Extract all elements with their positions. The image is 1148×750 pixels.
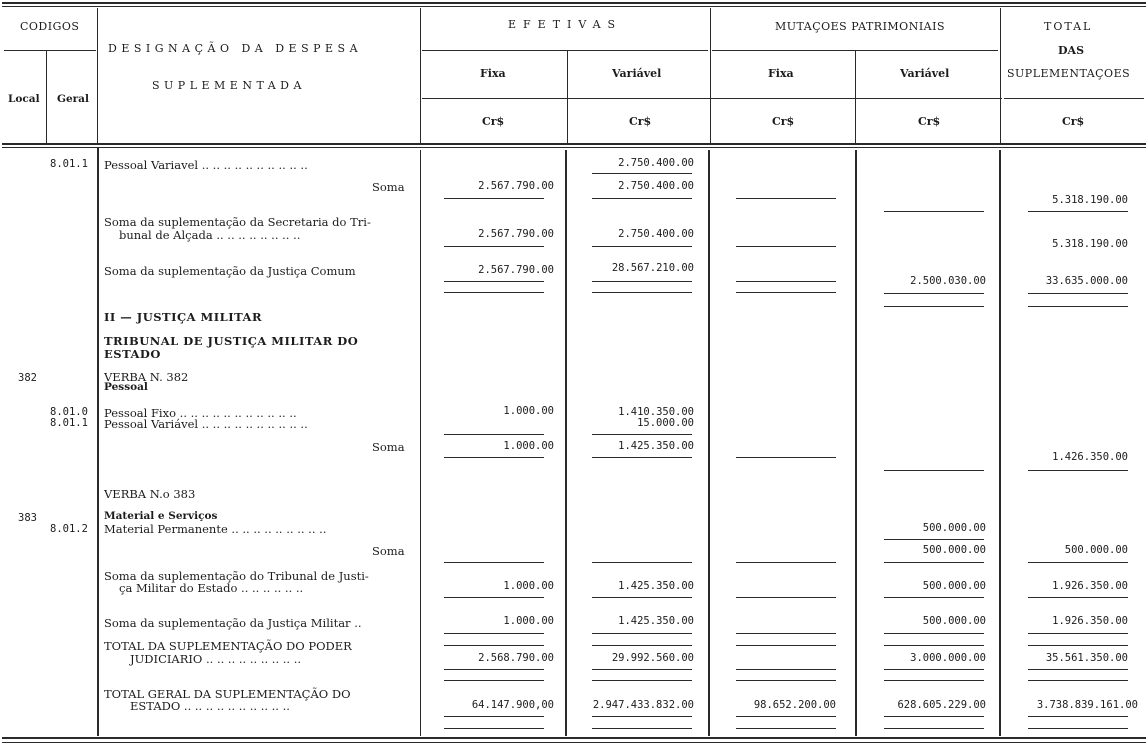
r18-label-2: ESTADO .. .. .. .. .. .. .. .. .. .. (130, 699, 290, 713)
r16-fixa: 1.000.00 (503, 615, 554, 627)
r3-rule-var (592, 246, 692, 247)
codigos-underline (4, 50, 96, 51)
r1-rule (592, 173, 692, 174)
header-bottom-rule-2 (2, 147, 1146, 148)
r9-rule-var (592, 434, 692, 435)
r12-label: Material e Serviços (104, 510, 218, 522)
r17-label-2: JUDICIARIO .. .. .. .. .. .. .. .. .. (130, 652, 302, 666)
r15-rule-var (592, 597, 692, 598)
r18-variavel: 2.947.433.832.00 (592, 699, 694, 711)
r4-rule-fixa (444, 281, 544, 282)
header-fixa-efetivas: Fixa (480, 67, 506, 80)
r4-rule-mut (736, 281, 836, 282)
r5-label: II — JUSTIÇA MILITAR (104, 310, 263, 324)
r9-variavel: 15.000.00 (637, 417, 694, 429)
header-total-2: DAS (1058, 44, 1085, 57)
header-currency-1: Cr$ (482, 115, 505, 128)
r10-fixa: 1.000.00 (503, 440, 554, 452)
header-total-3: SUPLEMENTAÇOES (1007, 67, 1131, 80)
r10-total: 1.426.350.00 (1052, 451, 1128, 463)
r10-variavel: 1.425.350.00 (618, 440, 694, 452)
r16-rule-mutvar (884, 633, 984, 634)
vline-efet-mid-body (565, 150, 567, 736)
r17-rule-mutvar (884, 669, 984, 670)
r13-geral: 8.01.2 (50, 523, 88, 535)
r15-fixa: 1.000.00 (503, 580, 554, 592)
r17-rule-top-var (592, 645, 692, 646)
r2-fixa: 2.567.790.00 (478, 180, 554, 192)
r7-local: 382 (18, 372, 37, 384)
r12-local: 383 (18, 512, 37, 524)
r17-label-1: TOTAL DA SUPLEMENTAÇÃO DO PODER (104, 639, 352, 653)
r4-rule-mutvar (884, 293, 984, 294)
r16-rule-total (1028, 633, 1128, 634)
bottom-rule-2 (2, 742, 1146, 743)
r16-rule-fixa (444, 633, 544, 634)
r2-rule-mut (736, 198, 836, 199)
subhead-underline-b (1004, 98, 1144, 99)
r18-rule-var (592, 716, 692, 717)
r2-rule-mutvar (884, 211, 984, 212)
header-currency-2: Cr$ (629, 115, 652, 128)
r14-mut-variavel: 500.000.00 (922, 544, 986, 556)
header-currency-3: Cr$ (772, 115, 795, 128)
r7-label-2: Pessoal (104, 381, 148, 393)
r4-rule-fixa-2 (444, 292, 544, 293)
header-local: Local (8, 93, 40, 105)
r3-rule-fixa (444, 246, 544, 247)
r18-rule-fixa-2 (444, 728, 544, 729)
r15-rule-mut (736, 597, 836, 598)
r6-label-1: TRIBUNAL DE JUSTIÇA MILITAR DO (104, 334, 359, 348)
header-designacao-1: DESIGNAÇÃO DA DESPESA (108, 42, 363, 55)
r18-fixa: 64.147.900,00 (471, 699, 554, 711)
r15-total: 1.926.350.00 (1052, 580, 1128, 592)
vline-designacao-body (420, 150, 421, 736)
r17-rule-mut-2 (736, 680, 836, 681)
r10-rule-fixa (444, 457, 544, 458)
r18-rule-mut (736, 716, 836, 717)
r3-rule-mut (736, 246, 836, 247)
r10-rule-mut (736, 457, 836, 458)
bottom-rule (2, 737, 1146, 739)
r18-rule-mutvar-2 (884, 728, 984, 729)
r3-fixa: 2.567.790.00 (478, 228, 554, 240)
r18-rule-mut-2 (736, 728, 836, 729)
r18-rule-var-2 (592, 728, 692, 729)
r15-rule-fixa (444, 597, 544, 598)
header-geral: Geral (57, 93, 89, 105)
r3-label-1: Soma da suplementação da Secretaria do Tri- (104, 215, 371, 229)
r2-rule-total (1028, 211, 1128, 212)
r16-rule-mut (736, 633, 836, 634)
r7-label-1: VERBA N. 382 (104, 370, 189, 384)
r1-variavel: 2.750.400.00 (618, 157, 694, 169)
r17-mut-variavel: 3.000.000.00 (910, 652, 986, 664)
r4-rule-var-2 (592, 292, 692, 293)
r14-rule-fixa (444, 562, 544, 563)
r15-label-1: Soma da suplementação do Tribunal de Justi- (104, 569, 369, 583)
vline-mutacoes-end-body (999, 150, 1001, 736)
header-bottom-rule (2, 143, 1146, 145)
r1-geral: 8.01.1 (50, 158, 88, 170)
r17-rule-top-total (1028, 645, 1128, 646)
r10-rule-mutvar (884, 470, 984, 471)
r15-label-2: ça Militar do Estado .. .. .. .. .. .. (119, 581, 304, 595)
vline-mutacoes-end (1000, 8, 1001, 144)
r16-variavel: 1.425.350.00 (618, 615, 694, 627)
r18-rule-fixa (444, 716, 544, 717)
r16-total: 1.926.350.00 (1052, 615, 1128, 627)
r4-fixa: 2.567.790.00 (478, 264, 554, 276)
r4-total: 33.635.000.00 (1045, 275, 1128, 287)
vline-local (46, 50, 47, 144)
r10-label: Soma (372, 440, 405, 454)
r17-rule-mut (736, 669, 836, 670)
header-designacao-2: SUPLEMENTADA (152, 79, 306, 92)
r4-rule-total-2 (1028, 306, 1128, 307)
r13-label: Material Permanente .. .. .. .. .. .. .. .. .. (104, 522, 327, 536)
r10-rule-total (1028, 470, 1128, 471)
r14-rule-total (1028, 562, 1128, 563)
r18-rule-total-2 (1028, 728, 1128, 729)
header-currency-4: Cr$ (918, 115, 941, 128)
vline-efetivas-end-body (708, 150, 710, 736)
r14-rule-mutvar (884, 562, 984, 563)
header-codigos: CODIGOS (20, 20, 80, 33)
r13-mut-variavel: 500.000.00 (922, 522, 986, 534)
r10-rule-var (592, 457, 692, 458)
r3-label-2: bunal de Alçada .. .. .. .. .. .. .. .. (119, 228, 301, 242)
header-mutacoes: MUTAÇOES PATRIMONIAIS (775, 20, 945, 33)
efetivas-underline (422, 50, 708, 51)
top-rule (2, 2, 1146, 4)
r15-mut-variavel: 500.000.00 (922, 580, 986, 592)
r8-label: Pessoal Fixo .. .. .. .. .. .. .. .. .. .. .. (104, 406, 297, 420)
r18-label-1: TOTAL GERAL DA SUPLEMENTAÇÃO DO (104, 687, 351, 701)
r17-fixa: 2.568.790.00 (478, 652, 554, 664)
r15-variavel: 1.425.350.00 (618, 580, 694, 592)
r3-total: 5.318.190.00 (1052, 238, 1128, 250)
r6-label-2: ESTADO (104, 347, 161, 361)
vline-designacao (420, 8, 421, 144)
r18-mut-variavel: 628.605.229.00 (897, 699, 986, 711)
r2-label: Soma (372, 180, 405, 194)
r16-rule-var (592, 633, 692, 634)
r1-label: Pessoal Variavel .. .. .. .. .. .. .. .. .. .. (104, 158, 308, 172)
r13-rule-mutvar (884, 539, 984, 540)
vline-geral (97, 8, 98, 144)
r14-rule-var (592, 562, 692, 563)
r17-rule-var (592, 669, 692, 670)
r3-variavel: 2.750.400.00 (618, 228, 694, 240)
r8-variavel: 1.410.350.00 (618, 406, 694, 418)
r17-rule-fixa-2 (444, 680, 544, 681)
r17-variavel: 29.992.560.00 (611, 652, 694, 664)
r9-geral: 8.01.1 (50, 417, 88, 429)
r18-rule-mutvar (884, 716, 984, 717)
r17-rule-total (1028, 669, 1128, 670)
r14-rule-mut (736, 562, 836, 563)
header-variavel-mutacoes: Variável (900, 67, 950, 80)
r17-rule-total-2 (1028, 680, 1128, 681)
vline-mut-mid (855, 50, 856, 144)
r2-rule-var (592, 198, 692, 199)
r4-label: Soma da suplementação da Justiça Comum (104, 264, 356, 278)
r4-rule-var (592, 281, 692, 282)
r17-rule-mutvar-2 (884, 680, 984, 681)
r9-label: Pessoal Variável .. .. .. .. .. .. .. .. .. .. (104, 417, 308, 431)
vline-efetivas-end (710, 8, 711, 144)
header-total-1: TOTAL (1044, 20, 1093, 33)
r17-rule-top-fixa (444, 645, 544, 646)
r8-geral: 8.01.0 (50, 406, 88, 418)
r4-rule-mut-2 (736, 292, 836, 293)
r8-fixa: 1.000.00 (503, 405, 554, 417)
r15-rule-total (1028, 597, 1128, 598)
r14-label: Soma (372, 544, 405, 558)
r4-rule-total (1028, 293, 1128, 294)
header-efetivas: EFETIVAS (508, 18, 623, 31)
r18-mut-fixa: 98.652.200.00 (753, 699, 836, 711)
r17-total: 35.561.350.00 (1045, 652, 1128, 664)
r11-label: VERBA N.o 383 (104, 487, 196, 501)
r4-mut-variavel: 2.500.030.00 (910, 275, 986, 287)
r14-total: 500.000.00 (1064, 544, 1128, 556)
r15-rule-mutvar (884, 597, 984, 598)
r18-total: 3.738.839.161.00 (1036, 699, 1138, 711)
subhead-underline-a (422, 98, 1002, 99)
r17-rule-var-2 (592, 680, 692, 681)
r16-label: Soma da suplementação da Justiça Militar .. (104, 616, 362, 630)
r16-mut-variavel: 500.000.00 (922, 615, 986, 627)
r2-total: 5.318.190.00 (1052, 194, 1128, 206)
header-currency-5: Cr$ (1062, 115, 1085, 128)
vline-mut-mid-body (855, 150, 857, 736)
r17-rule-fixa (444, 669, 544, 670)
header-variavel-efetivas: Variável (612, 67, 662, 80)
r18-rule-total (1028, 716, 1128, 717)
r9-rule-fixa (444, 434, 544, 435)
vline-efet-mid (567, 50, 568, 144)
r2-rule-fixa (444, 198, 544, 199)
vline-geral-body (97, 148, 99, 736)
r2-variavel: 2.750.400.00 (618, 180, 694, 192)
r4-rule-mutvar-2 (884, 306, 984, 307)
r4-variavel: 28.567.210.00 (611, 262, 694, 274)
r17-rule-top-mutvar (884, 645, 984, 646)
header-fixa-mutacoes: Fixa (768, 67, 794, 80)
r17-rule-top-mut (736, 645, 836, 646)
top-rule-2 (2, 6, 1146, 7)
